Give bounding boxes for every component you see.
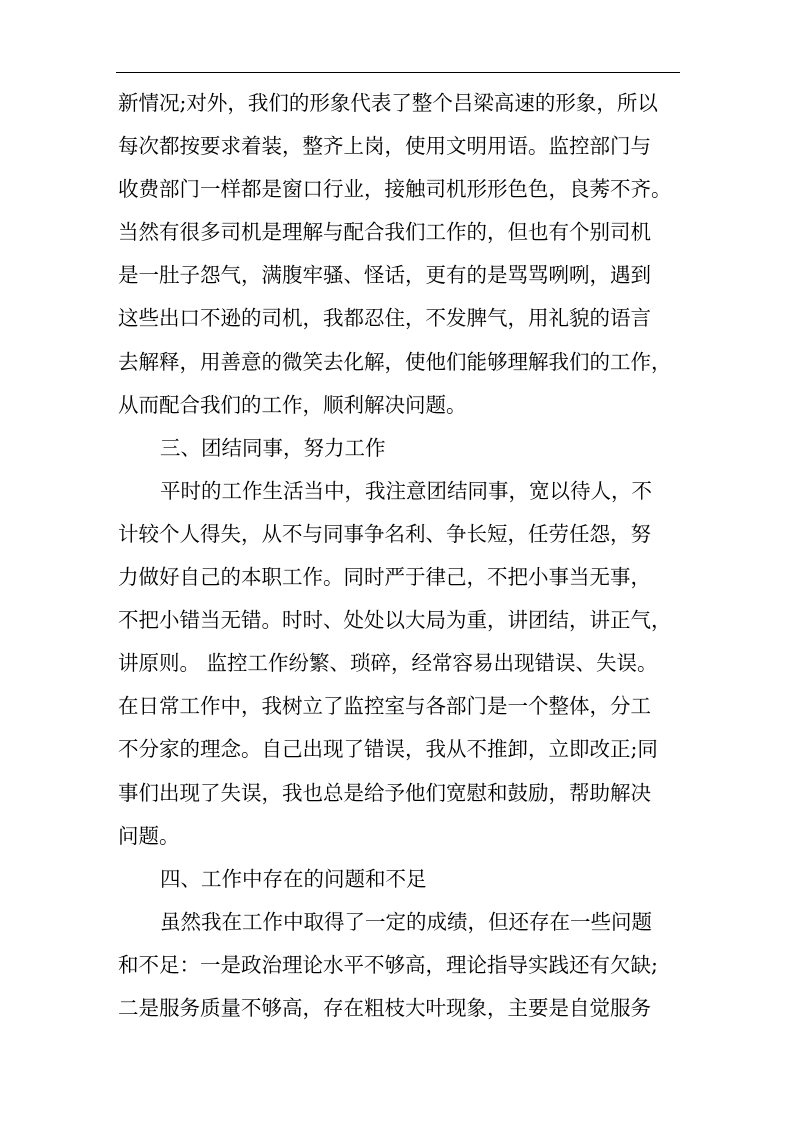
text-line: 计较个人得失，从不与同事争名利、争长短，任劳任怨，努 xyxy=(118,521,651,546)
text-line: 三、团结同事，努力工作 xyxy=(160,435,386,460)
text-line: 虽然我在工作中取得了一定的成绩，但还存在一些问题 xyxy=(160,909,652,934)
body-text xyxy=(118,82,680,1030)
header-rule xyxy=(116,72,680,73)
text-line: 平时的工作生活当中，我注意团结同事，宽以待人，不 xyxy=(160,478,652,503)
text-line: 这些出口不逊的司机，我都忍住，不发脾气，用礼貌的语言 xyxy=(118,306,651,331)
text-line: 收费部门一样都是窗口行业，接触司机形形色色，良莠不齐。 xyxy=(118,177,672,202)
text-line: 不把小错当无错。时时、处处以大局为重，讲团结，讲正气， xyxy=(118,608,672,633)
text-line: 在日常工作中，我树立了监控室与各部门是一个整体，分工 xyxy=(118,694,651,719)
text-line: 每次都按要求着装，整齐上岗，使用文明用语。监控部门与 xyxy=(118,134,651,159)
text-line: 问题。 xyxy=(118,823,180,848)
text-line: 当然有很多司机是理解与配合我们工作的，但也有个别司机 xyxy=(118,220,651,245)
text-line: 四、工作中存在的问题和不足 xyxy=(160,866,427,891)
text-line: 是一肚子怨气，满腹牢骚、怪话，更有的是骂骂咧咧，遇到 xyxy=(118,263,651,288)
text-line: 新情况;对外，我们的形象代表了整个吕梁高速的形象，所以 xyxy=(118,91,658,115)
text-line: 和不足：一是政治理论水平不够高，理论指导实践还有欠缺; xyxy=(118,952,658,977)
text-line: 去解释，用善意的微笑去化解，使他们能够理解我们的工作， xyxy=(118,349,672,374)
text-line: 事们出现了失误，我也总是给予他们宽慰和鼓励，帮助解决 xyxy=(118,780,651,805)
text-line: 讲原则。 监控工作纷繁、琐碎，经常容易出现错误、失误。 xyxy=(118,651,658,676)
text-line: 力做好自己的本职工作。同时严于律己，不把小事当无事， xyxy=(118,565,651,590)
text-line: 不分家的理念。自己出现了错误，我从不推卸，立即改正;同 xyxy=(118,737,658,762)
text-line: 从而配合我们的工作，顺利解决问题。 xyxy=(118,392,467,417)
text-line: 二是服务质量不够高，存在粗枝大叶现象，主要是自觉服务 xyxy=(118,995,651,1020)
